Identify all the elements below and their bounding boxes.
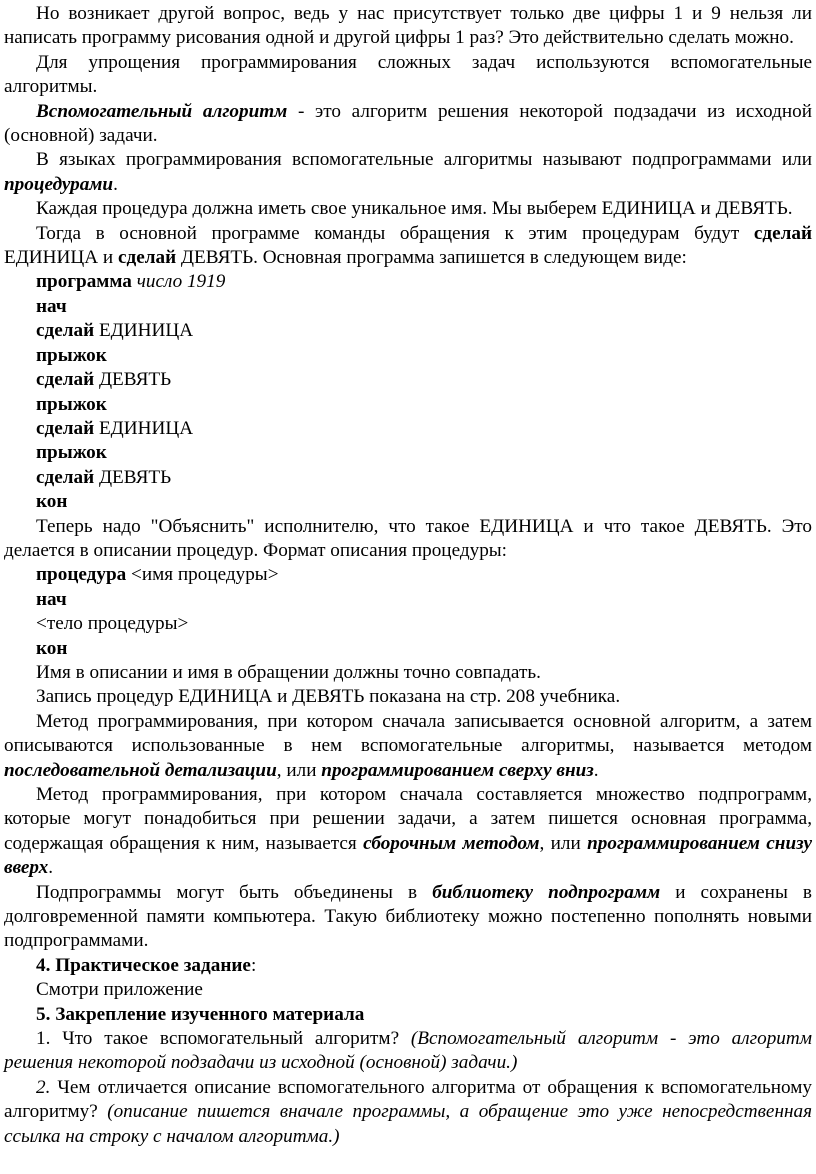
term-procedures: процедурами <box>4 173 114 195</box>
review-question-2: 2. Чем отличается описание вспомогательного алгоритма от обращения к вспомогательному алгоритму? (описание пишется вначале программы, а обращение это уже непосредственная ссылка на строку с началом алгоритма.) <box>4 1076 812 1147</box>
format-line: процедура <имя процедуры> <box>36 564 279 586</box>
paragraph-unique-name: Каждая процедура должна иметь свое уникальное имя. Мы выберем ЕДИНИЦА и ДЕВЯТЬ. <box>36 198 793 220</box>
program-line: сделай ЕДИНИЦА <box>36 417 194 439</box>
program-line: прыжок <box>36 442 107 464</box>
format-line: кон <box>36 637 68 659</box>
program-line: программа число 1919 <box>36 271 226 293</box>
paragraph-explain: Теперь надо "Объяснить" исполнителю, что такое ЕДИНИЦА и что такое ДЕВЯТЬ. Это делается в описании процедур. Формат описания процедуры: <box>4 515 812 561</box>
program-line: прыжок <box>36 344 107 366</box>
format-line: <тело процедуры> <box>36 613 189 635</box>
paragraph-question-intro: Но возникает другой вопрос, ведь у нас присутствует только две цифры 1 и 9 нельзя ли написать программу рисования одной и другой цифры 1 раз? Это действительно сделать можно. <box>4 3 812 49</box>
program-line: кон <box>36 491 68 513</box>
term-auxiliary-algorithm: Вспомогательный алгоритм <box>36 100 288 122</box>
section-heading-practice: 4. Практическое задание: <box>36 954 257 976</box>
procedure-format <box>4 563 812 661</box>
paragraph-procedures: В языках программирования вспомогательные алгоритмы называют подпрограммами или процедурами. <box>4 149 812 195</box>
format-line: нач <box>36 588 67 610</box>
paragraph-top-down: Метод программирования, при котором сначала записывается основной алгоритм, а затем описываются использованные в нем вспомогательные алгоритмы, называется методом последовательной детализации, или программированием сверху вниз. <box>4 710 812 781</box>
section-heading-review: 5. Закрепление изученного материала <box>36 1003 365 1025</box>
review-question-1: 1. Что такое вспомогательный алгоритм? (Вспомогательный алгоритм - это алгоритм решения некоторой подзадачи из исходной (основной) задачи.) <box>4 1028 812 1074</box>
program-line: нач <box>36 295 67 317</box>
paragraph-name-match: Имя в описании и имя в обращении должны точно совпадать. <box>36 661 541 683</box>
paragraph-main-program: Тогда в основной программе команды обращения к этим процедурам будут сделай ЕДИНИЦА и сделай ДЕВЯТЬ. Основная программа запишется в следующем виде: <box>4 222 812 269</box>
paragraph-bottom-up: Метод программирования, при котором сначала составляется множество подпрограмм, которые могут понадобиться при решении задачи, а затем пишется основная программа, содержащая обращения к ним, называется сборочным методом, или программированием снизу вверх. <box>4 784 812 879</box>
paragraph-see-appendix: Смотри приложение <box>36 979 203 1001</box>
program-line: прыжок <box>36 393 107 415</box>
paragraph-library: Подпрограммы могут быть объединены в библиотеку подпрограмм и сохранены в долговременной памяти компьютера. Такую библиотеку можно постепенно пополнять новыми подпрограммами. <box>4 881 812 952</box>
paragraph-textbook-ref: Запись процедур ЕДИНИЦА и ДЕВЯТЬ показана на стр. 208 учебника. <box>36 686 621 708</box>
program-line: сделай ДЕВЯТЬ <box>36 369 172 391</box>
program-line: сделай ЕДИНИЦА <box>36 320 194 342</box>
program-listing <box>4 270 812 514</box>
paragraph-simplification: Для упрощения программирования сложных задач используются вспомогательные алгоритмы. <box>4 51 812 98</box>
paragraph-definition: Вспомогательный алгоритм - это алгоритм решения некоторой подзадачи из исходной (основной) задачи. <box>4 100 812 147</box>
program-line: сделай ДЕВЯТЬ <box>36 466 172 488</box>
